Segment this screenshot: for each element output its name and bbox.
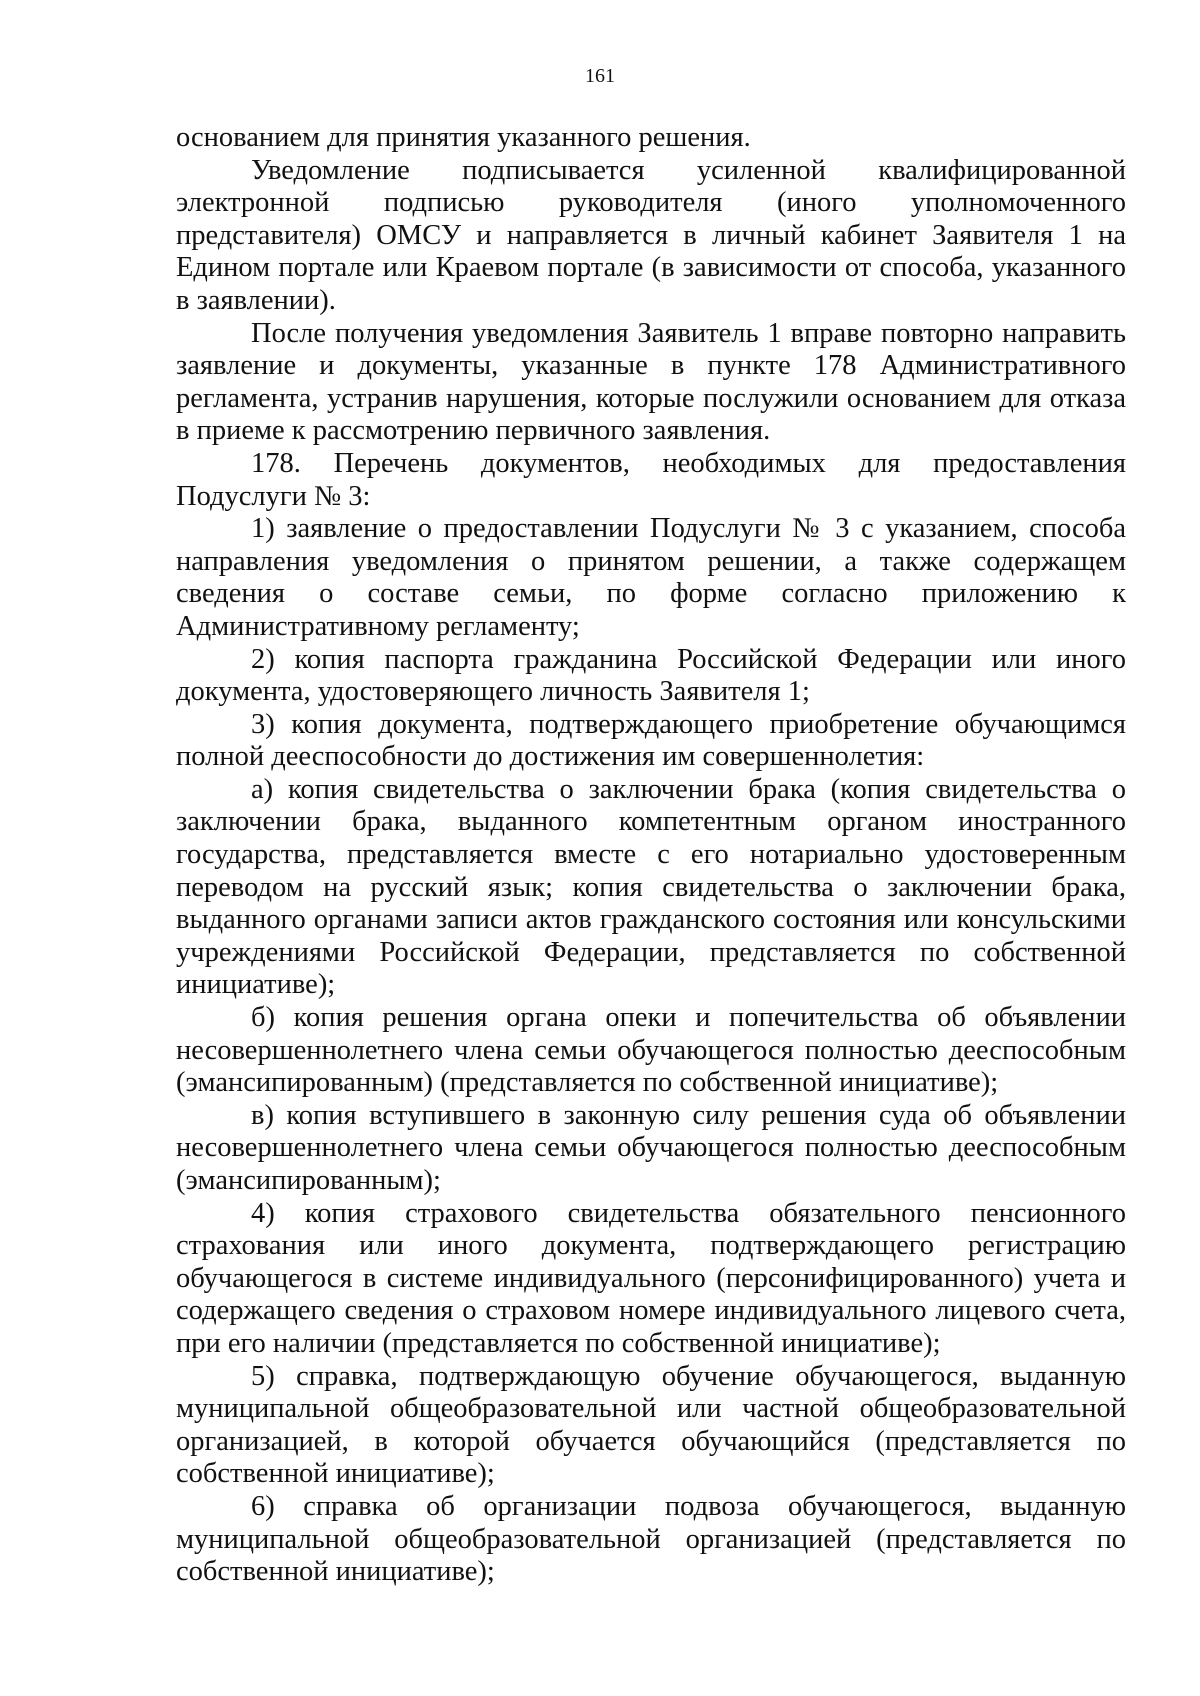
list-item: б) копия решения органа опеки и попечительства об объявлении несовершеннолетнего члена семьи обучающегося полностью дееспособным (эмансипированным) (представляется по собственной инициативе); bbox=[176, 1002, 1126, 1099]
list-item: 4) копия страхового свидетельства обязательного пенсионного страхования или иного документа, подтверждающего регистрацию обучающегося в системе индивидуального (персонифицированного) учета и содержащего сведения о страховом номере индивидуального лицевого счета, при его наличии (представляется по собственной инициативе); bbox=[176, 1197, 1126, 1359]
paragraph: Уведомление подписывается усиленной квалифицированной электронной подписью руководителя (иного уполномоченного представителя) ОМСУ и направляется в личный кабинет Заявителя 1 на Едином портале или Краевом портале (в зависимости от способа, указанного в заявлении). bbox=[176, 154, 1126, 316]
list-item: 6) справка об организации подвоза обучающегося, выданную муниципальной общеобразовательной организацией (представляется по собственной инициативе); bbox=[176, 1490, 1126, 1588]
list-item: а) копия свидетельства о заключении брака (копия свидетельства о заключении брака, выданного компетентным органом иностранного государства, представляется вместе с его нотариально удостоверенным переводом на русский язык; копия свидетельства о заключении брака, выданного органами записи актов гражданского состояния или консульскими учреждениями Российской Федерации, представляется по собственной инициативе); bbox=[176, 773, 1126, 1001]
list-item: 2) копия паспорта гражданина Российской Федерации или иного документа, удостоверяющего личность Заявителя 1; bbox=[176, 643, 1126, 708]
document-body bbox=[176, 122, 1126, 1589]
list-item: 1) заявление о предоставлении Подуслуги № 3 с указанием, способа направления уведомления о принятом решении, а также содержащем сведения о составе семьи, по форме согласно приложению к Административному регламенту; bbox=[176, 513, 1126, 642]
paragraph: 178. Перечень документов, необходимых для предоставления Подуслуги № 3: bbox=[176, 447, 1126, 512]
paragraph: После получения уведомления Заявитель 1 вправе повторно направить заявление и документы, указанные в пункте 178 Административного регламента, устранив нарушения, которые послужили основанием для отказа в приеме к рассмотрению первичного заявления. bbox=[176, 317, 1126, 447]
list-item: 3) копия документа, подтверждающего приобретение обучающимся полной дееспособности до достижения им совершеннолетия: bbox=[176, 708, 1126, 773]
paragraph: основанием для принятия указанного решения. bbox=[176, 122, 751, 153]
page-number: 161 bbox=[585, 65, 615, 87]
list-item: 5) справка, подтверждающую обучение обучающегося, выданную муниципальной общеобразовательной или частной общеобразовательной организацией, в которой обучается обучающийся (представляется по собственной инициативе); bbox=[176, 1360, 1126, 1490]
list-item: в) копия вступившего в законную силу решения суда об объявлении несовершеннолетнего члена семьи обучающегося полностью дееспособным (эмансипированным); bbox=[176, 1099, 1126, 1196]
